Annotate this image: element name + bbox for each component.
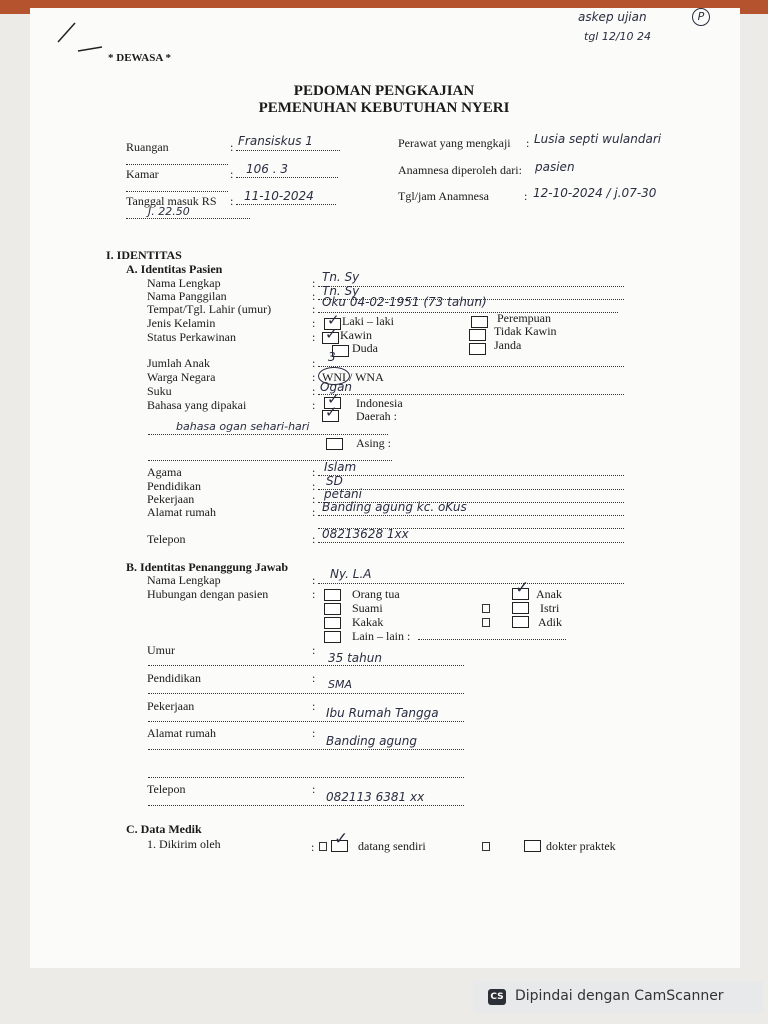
hub-kakak-label: Kakak [352,615,384,629]
pj-alamat-value: Banding agung [326,734,417,748]
hub-orangtua-label: Orang tua [352,587,400,601]
dikirim-sendiri-check-mark: ✓ [334,829,349,849]
pj-telepon-label: Telepon [147,782,186,796]
small-box [319,842,327,851]
status-janda-checkbox[interactable] [469,343,486,355]
nama-panggilan-value: Tn. Sy [322,284,360,298]
suku-value: Ogan [320,380,353,394]
ttl-value: Oku 04-02-1951 (73 tahun) [322,295,487,309]
hub-orangtua-checkbox[interactable] [324,589,341,601]
hub-adik-label: Adik [538,615,562,629]
pj-pendidikan-label: Pendidikan [147,671,201,685]
camscanner-logo-icon: CS [488,989,506,1005]
sub-data-medik: C. Data Medik [126,822,202,836]
pj-hubungan-label: Hubungan dengan pasien [147,587,269,601]
hw-circled-mark: P [692,8,710,26]
perawat-label: Perawat yang mengkaji [398,136,511,150]
jk-perempuan-checkbox[interactable] [471,316,488,328]
dikirim-oleh-label: 1. Dikirim oleh [147,837,221,851]
bahasa-asing-label: Asing : [356,436,392,450]
tgljam-label: Tgl/jam Anamnesa [398,189,489,203]
hub-istri-checkbox[interactable] [512,602,529,614]
alamat-label: Alamat rumah [147,505,216,519]
sub-identitas-pasien: A. Identitas Pasien [126,262,223,276]
hub-lain-checkbox[interactable] [324,631,341,643]
jk-laki-label: Laki – laki [342,314,394,328]
status-janda-label: Janda [494,338,522,352]
anamnesa-value: pasien [535,160,575,174]
hub-lain-label: Lain – lain : [352,629,411,643]
ttl-label: Tempat/Tgl. Lahir (umur) [147,302,272,316]
status-tidak-kawin-label: Tidak Kawin [494,324,557,338]
pj-telepon-value: 082113 6381 xx [326,790,425,804]
sub-penanggung-jawab: B. Identitas Penanggung Jawab [126,560,289,574]
bahasa-asing-checkbox[interactable] [326,438,343,450]
pj-nama-label: Nama Lengkap [147,573,221,587]
hw-note-askep: askep ujian [578,10,647,24]
tgljam-value: 12-10-2024 / j.07-30 [533,186,657,200]
kamar-value: 106 . 3 [246,162,288,176]
bahasa-daerah-value: bahasa ogan sehari-hari [176,420,310,433]
hw-note-date: tgl 12/10 24 [584,30,652,43]
warga-negara-value: WNI / WNA [322,370,384,384]
pj-umur-label: Umur [147,643,175,657]
bahasa-indonesia-check-mark: ✓ [327,390,340,408]
hub-suami-label: Suami [352,601,383,615]
warga-negara-label: Warga Negara [147,370,216,384]
pendidikan-value: SD [326,474,343,488]
hub-adik-checkbox[interactable] [512,616,529,628]
bahasa-daerah-check-mark: ✓ [325,403,338,421]
bahasa-daerah-label: Daerah : [356,409,397,423]
hub-kakak-checkbox[interactable] [324,617,341,629]
pj-umur-value: 35 tahun [328,651,382,665]
pj-nama-value: Ny. L.A [330,567,372,581]
status-perkawinan-label: Status Perkawinan [147,330,236,344]
small-box [482,618,490,627]
hub-suami-checkbox[interactable] [324,603,341,615]
nama-lengkap-value: Tn. Sy [322,270,360,284]
dikirim-dokter-checkbox[interactable] [524,840,541,852]
hub-anak-check-mark: ✓ [515,578,530,598]
status-kawin-check-mark: ✓ [325,325,338,343]
tgl-masuk-time: J. 22.50 [148,205,190,218]
dewasa-label: * DEWASA * [108,52,171,64]
jumlah-anak-label: Jumlah Anak [147,356,210,370]
perawat-value: Lusia septi wulandari [534,132,662,146]
jk-laki-check-mark: ✓ [327,311,340,329]
bahasa-indonesia-label: Indonesia [356,396,403,410]
status-tidak-kawin-checkbox[interactable] [469,329,486,341]
hub-anak-label: Anak [536,587,562,601]
suku-label: Suku [147,384,172,398]
nama-panggilan-label: Nama Panggilan [147,289,227,303]
hub-istri-label: Istri [540,601,560,615]
nama-lengkap-label: Nama Lengkap [147,276,221,290]
status-duda-label: Duda [352,341,378,355]
section-identitas-title: I. IDENTITAS [106,248,182,262]
jenis-kelamin-label: Jenis Kelamin [147,316,216,330]
pj-pendidikan-value: SMA [328,678,352,691]
pekerjaan-value: petani [324,487,362,501]
form-title-2: PEMENUHAN KEBUTUHAN NYERI [258,100,510,116]
ruangan-value: Fransiskus 1 [238,134,313,148]
ruangan-label: Ruangan [126,140,169,154]
dikirim-dokter-label: dokter praktek [546,839,616,853]
tgl-masuk-label: Tanggal masuk RS [126,194,217,208]
agama-label: Agama [147,465,182,479]
tgl-masuk-value: 11-10-2024 [244,189,314,203]
anamnesa-label: Anamnesa diperoleh dari: [398,163,522,177]
pj-pekerjaan-label: Pekerjaan [147,699,195,713]
bahasa-label: Bahasa yang dipakai [147,398,247,412]
telepon-value: 08213628 1xx [322,527,409,541]
agama-value: Islam [324,460,357,474]
pen-stroke-mark [50,15,110,60]
small-box [482,604,490,613]
telepon-label: Telepon [147,532,186,546]
jk-perempuan-label: Perempuan [497,311,551,325]
pj-pekerjaan-value: Ibu Rumah Tangga [326,706,439,720]
pendidikan-label: Pendidikan [147,479,201,493]
form-title-1: PEDOMAN PENGKAJIAN [293,83,475,99]
alamat-value: Banding agung kc. oKus [322,500,467,514]
dikirim-sendiri-label: datang sendiri [358,839,426,853]
small-box [482,842,490,851]
jumlah-anak-value: 3 [328,350,336,364]
camscanner-text: Dipindai dengan CamScanner [515,988,724,1004]
kamar-label: Kamar [126,167,159,181]
status-kawin-label: Kawin [340,328,372,342]
pekerjaan-label: Pekerjaan [147,492,195,506]
pj-alamat-label: Alamat rumah [147,726,216,740]
camscanner-watermark [473,981,763,1013]
